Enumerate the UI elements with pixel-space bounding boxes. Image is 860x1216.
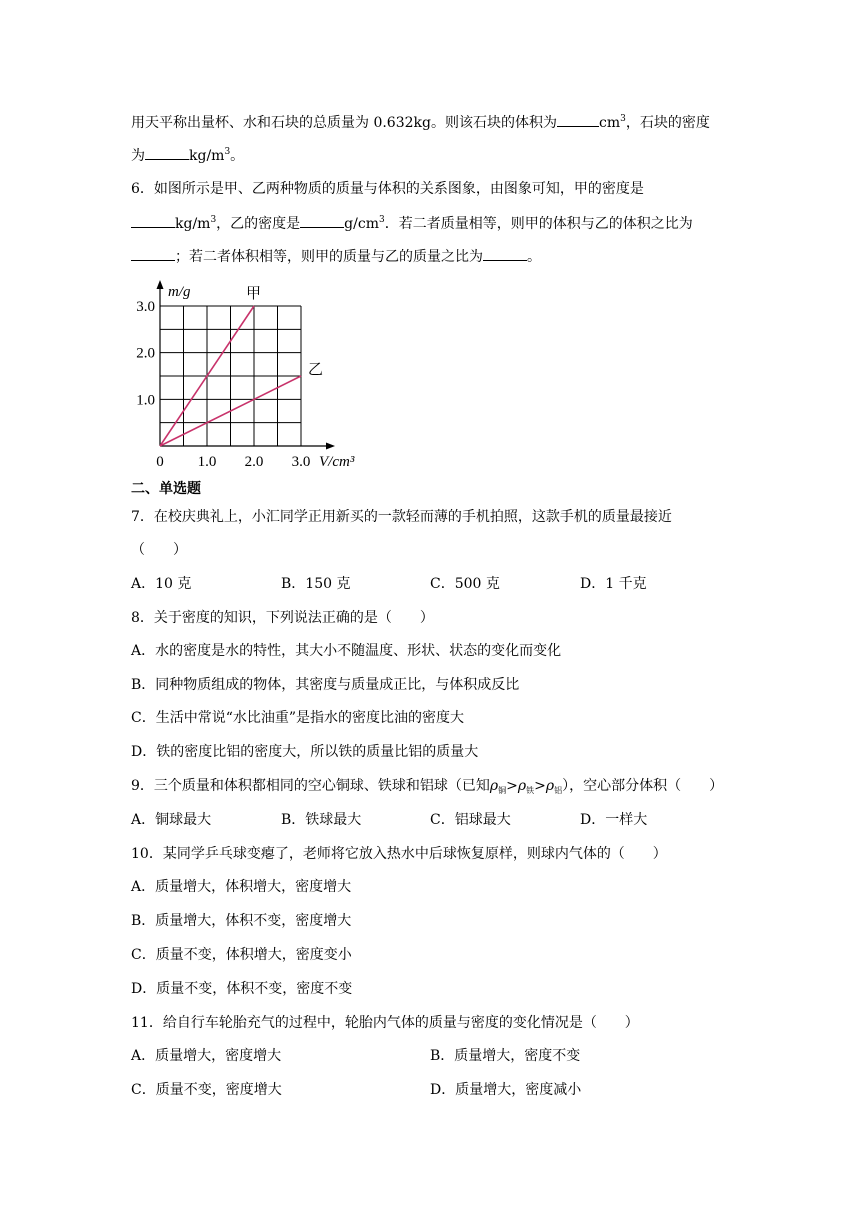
x-tick-label: 0: [156, 454, 164, 470]
unit-text: g/cm: [344, 216, 379, 232]
q5-line2: 为 $kg/m^3$。: [131, 147, 245, 164]
gt-symbol: >: [534, 778, 546, 794]
answer-blank[interactable]: [483, 246, 527, 261]
q11-stem: 11．给自行车轮胎充气的过程中，轮胎内气体的质量与密度的变化情况是（ ）: [131, 1015, 639, 1031]
q6-line3: [131, 246, 541, 267]
q9-option-b[interactable]: B．铁球最大: [281, 812, 362, 828]
q6-text: ．若二者质量相等，则甲的体积与乙的体积之比为: [384, 216, 693, 232]
x-tick-label: 2.0: [244, 454, 264, 470]
rho-symbol: ρ: [545, 778, 555, 794]
q8-option-b[interactable]: B．同种物质组成的物体，其密度与质量成正比，与体积成反比: [131, 677, 520, 693]
q7-option-a[interactable]: A．10 克: [131, 576, 192, 592]
subscript: 铁: [526, 786, 535, 795]
q5-text: ，石块的密度: [625, 115, 710, 131]
q5-line1: 用天平称出量杯、水和石块的总质量为 0.632kg。则该石块的体积为 $cm^3$，石块的密度: [131, 114, 710, 131]
q7-option-b[interactable]: B．150 克: [281, 576, 351, 592]
answer-blank[interactable]: [300, 213, 344, 228]
q8-stem: 8．关于密度的知识，下列说法正确的是（ ）: [131, 610, 434, 626]
x-tick-label: 3.0: [291, 454, 311, 470]
q6-text: ；若二者体积相等，则甲的质量与乙的质量之比为: [175, 249, 483, 265]
q9-option-a[interactable]: A．铜球最大: [131, 812, 212, 828]
y-tick-label: 2.0: [136, 345, 155, 362]
y-axis-label: m/g: [168, 284, 191, 300]
answer-blank[interactable]: [145, 145, 189, 160]
q9-text: ），空心部分体积（ ）: [562, 778, 724, 794]
mass-volume-graph: [128, 276, 378, 476]
section-title: 二、单选题: [131, 481, 201, 497]
answer-blank[interactable]: [131, 246, 175, 261]
q5-text: 。: [230, 148, 245, 164]
x-axis-arrow: [326, 443, 335, 450]
rho-symbol: ρ: [489, 778, 499, 794]
q7-stem: 7．在校庆典礼上，小汇同学正用新买的一款轻而薄的手机拍照，这款手机的质量最接近: [131, 509, 672, 525]
answer-blank[interactable]: [557, 112, 599, 127]
q9-option-d[interactable]: D．一样大: [580, 812, 648, 828]
y-tick-label: 1.0: [136, 392, 155, 409]
q8-option-a[interactable]: A．水的密度是水的特性，其大小不随温度、形状、状态的变化而变化: [131, 643, 562, 659]
subscript: 铝: [554, 786, 563, 795]
unit-text: kg/m: [175, 216, 211, 232]
q10-option-c[interactable]: C．质量不变，体积增大，密度变小: [131, 947, 352, 963]
q11-option-d[interactable]: D．质量增大，密度减小: [430, 1082, 582, 1098]
q11-option-a[interactable]: A．质量增大，密度增大: [131, 1048, 282, 1064]
q5-text: 为: [131, 148, 145, 164]
q11-option-b[interactable]: B．质量增大，密度不变: [430, 1048, 581, 1064]
q9-option-c[interactable]: C．铝球最大: [430, 812, 511, 828]
unit-text: kg/m: [189, 148, 225, 164]
q7-option-c[interactable]: C．500 克: [430, 576, 500, 592]
q10-option-d[interactable]: D．质量不变，体积不变，密度不变: [131, 981, 353, 997]
x-axis-label: V/cm³: [319, 454, 355, 470]
q7-option-d[interactable]: D．1 千克: [580, 576, 647, 592]
q9-stem: [131, 776, 723, 796]
q11-option-c[interactable]: C．质量不变，密度增大: [131, 1082, 282, 1098]
series-label: 乙: [308, 362, 324, 378]
y-tick-label: 3.0: [136, 299, 155, 315]
q10-stem: 10．某同学乒乓球变瘪了，老师将它放入热水中后球恢复原样，则球内气体的（ ）: [131, 846, 667, 862]
q6-line2: $kg/m^3$，乙的密度是 $g/cm^3$．若二者质量相等，则甲的体积与乙的体积之比为: [131, 213, 693, 234]
x-tick-label: 1.0: [197, 454, 217, 470]
q6-text: 。: [527, 249, 541, 265]
subscript: 铜: [498, 786, 507, 795]
q5-text: 用天平称出量杯、水和石块的总质量为 0.632kg。则该石块的体积为: [131, 115, 557, 131]
q10-option-b[interactable]: B．质量增大，体积不变，密度增大: [131, 913, 352, 929]
q10-option-a[interactable]: A．质量增大，体积增大，密度增大: [131, 879, 352, 895]
unit-text: cm: [598, 115, 621, 131]
q6-text: ，乙的密度是: [216, 216, 301, 232]
gt-symbol: >: [506, 778, 518, 794]
q8-option-d[interactable]: D．铁的密度比铝的密度大，所以铁的质量比铝的质量大: [131, 744, 479, 760]
q6-stem: 6．如图所示是甲、乙两种物质的质量与体积的关系图象，由图象可知，甲的密度是: [131, 181, 644, 197]
rho-symbol: ρ: [517, 778, 527, 794]
answer-blank[interactable]: [131, 213, 175, 228]
q9-text: 9．三个质量和体积都相同的空心铜球、铁球和铝球（已知: [131, 778, 490, 794]
series-label: 甲: [246, 286, 262, 302]
y-axis-arrow: [157, 280, 164, 289]
q8-option-c[interactable]: C．生活中常说“水比油重”是指水的密度比油的密度大: [131, 710, 465, 726]
q7-paren: （ ）: [131, 542, 187, 558]
